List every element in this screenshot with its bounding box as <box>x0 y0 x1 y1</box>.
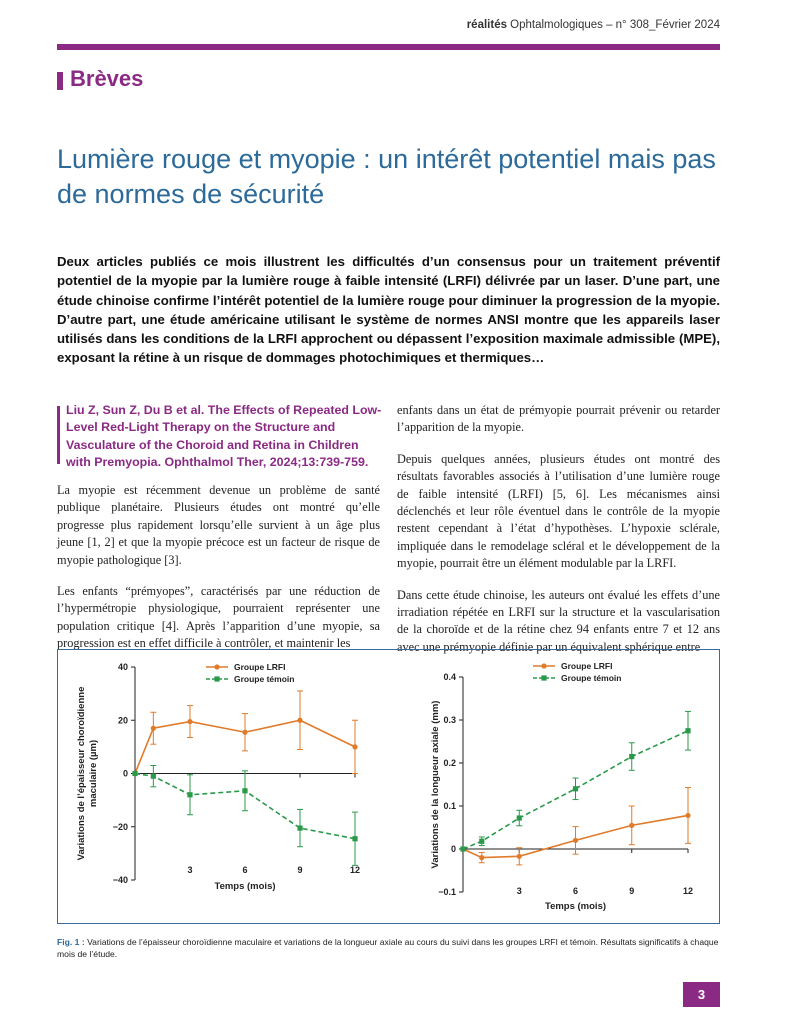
running-header <box>57 19 720 31</box>
data-point <box>460 846 465 851</box>
legend-marker <box>541 663 546 668</box>
y-tick-label: 0.3 <box>443 715 456 725</box>
x-tick-label: 9 <box>297 865 303 875</box>
y-tick-label: 0.4 <box>443 672 456 682</box>
paragraph: Depuis quelques années, plusieurs études ont montré des résultats favorables associés à l’utilisation d’une lumière rouge de faible intensité (LRFI) [5, 6]. Les mécanismes ainsi déclenchés et leur rôle éventuel dans le contrôle de la myopie restent cependant à l’état d’hypothèses. L’hypoxie sclérale, impliquée dans le remodelage scléral et le développement de la myopie, pourrait être un élément modulable par la LRFI. <box>397 451 720 571</box>
data-point <box>573 838 578 843</box>
legend-label: Groupe témoin <box>561 673 622 683</box>
data-point <box>132 771 137 776</box>
y-tick-label: 0.2 <box>443 758 456 768</box>
y-axis-label: Variations de la longueur axiale (mm) <box>430 700 441 869</box>
y-tick-label: 0.1 <box>443 801 456 811</box>
x-tick-label: 6 <box>242 865 248 875</box>
y-tick-label: −0.1 <box>438 887 456 897</box>
x-tick-label: 12 <box>682 886 694 896</box>
data-point <box>297 825 302 830</box>
reference-bar <box>57 406 60 464</box>
data-point <box>517 815 522 820</box>
header-rule <box>57 44 720 50</box>
figure-charts <box>58 650 718 922</box>
data-point <box>187 792 192 797</box>
left-column <box>57 482 380 667</box>
data-point <box>479 855 484 860</box>
paragraph: Les enfants “prémyopes”, caractérisés par une réduction de l’hypermétropie physiologique, pourraient représenter une population critique [4]. Après l’apparition d’une myopie, sa progression est en effet difficile à contrôler, et maintenir les <box>57 584 380 651</box>
legend-label: Groupe témoin <box>234 674 295 684</box>
data-point <box>685 728 690 733</box>
paragraph: Dans cette étude chinoise, les auteurs ont évalué les effets d’une irradiation répétée en LRFI sur la structure et la vascularisation de la choroïde et de la rétine chez 94 enfants entre 7 et 12 ans avec une prémyopie définie par un équivalent sphérique entre <box>397 587 720 654</box>
page-number: 3 <box>683 982 720 1007</box>
y-tick-label: −40 <box>112 875 128 885</box>
legend-label: Groupe LRFI <box>561 661 613 671</box>
data-point <box>352 836 357 841</box>
header-journal: Ophtalmologiques – n° 308_Février 2024 <box>506 19 720 31</box>
paragraph: La myopie est récemment devenue un problème de santé publique planétaire. Plusieurs études ont montré qu’elle progresse plus rapidement lorsqu’elle survient à un âge plus jeune [1, 2] et que la myopie précoce est un facteur de risque de myopie pathologique [3]. <box>57 483 380 567</box>
y-tick-label: 20 <box>117 715 128 726</box>
y-tick-label: 40 <box>117 662 128 672</box>
rubric-title: Brèves <box>70 66 144 91</box>
data-point <box>685 813 690 818</box>
data-point <box>242 730 247 735</box>
data-point <box>242 788 247 793</box>
figure-caption <box>57 936 720 960</box>
data-point <box>629 754 634 759</box>
reference-citation: Liu Z, Sun Z, Du B et al. The Effects of Repeated Low-Level Red-Light Therapy on the Structure and Vasculature of the Choroid and Retina in Children with Premyopia. Ophthalmol Ther, 2024;13:739-759. <box>66 403 382 470</box>
legend-marker <box>214 664 219 669</box>
article-title: Lumière rouge et myopie : un intérêt potentiel mais pas de normes de sécurité <box>57 144 716 209</box>
x-tick-label: 3 <box>516 886 522 896</box>
rubric-marker <box>57 72 63 90</box>
caption-text: Variations de l’épaisseur choroïdienne maculaire et variations de la longueur axiale au cours du suivi dans les groupes LRFI et témoin. Résultats significatifs à chaque mois de l’étude. <box>57 937 719 959</box>
data-point <box>187 719 192 724</box>
x-tick-label: 9 <box>629 886 635 896</box>
data-point <box>629 823 634 828</box>
lead-paragraph: Deux articles publiés ce mois illustrent les difficultés d’un consensus pour un traitement préventif potentiel de la myopie par la lumière rouge à faible intensité (LRFI) délivrée par un laser. D’une part, une étude chinoise confirme l’intérêt potentiel de la lumière rouge pour diminuer la progression de la myopie. D’autre part, une étude américaine utilisant le système de normes ANSI montre que les appareils laser utilisés dans les conditions de la LRFI approchent ou dépassent l’exposition maximale admissible (MPE), exposant la rétine à un risque de dommages photochimiques et thermiques… <box>57 254 720 366</box>
legend-label: Groupe LRFI <box>234 662 286 672</box>
y-axis-label: Variations de l’épaisseur choroïdiennemaculaire (µm) <box>76 686 99 861</box>
data-point <box>151 726 156 731</box>
figure-box <box>57 649 720 924</box>
header-brand: réalités <box>466 19 507 31</box>
data-point <box>517 854 522 859</box>
x-tick-label: 12 <box>349 865 361 875</box>
data-point <box>479 839 484 844</box>
data-point <box>151 774 156 779</box>
right-column <box>397 402 720 670</box>
data-point <box>352 744 357 749</box>
data-point <box>573 786 578 791</box>
x-axis-label: Temps (mois) <box>214 881 276 892</box>
y-tick-label: 0 <box>450 844 456 854</box>
data-point <box>297 718 302 723</box>
x-tick-label: 6 <box>572 886 579 896</box>
legend-marker <box>541 675 546 680</box>
caption-label: Fig. 1 : <box>57 937 85 947</box>
legend-marker <box>214 676 219 681</box>
y-tick-label: −20 <box>112 821 128 832</box>
y-tick-label: 0 <box>122 768 128 779</box>
x-axis-label: Temps (mois) <box>544 901 607 912</box>
paragraph: enfants dans un état de prémyopie pourrait prévenir ou retarder l’apparition de la myopie. <box>397 403 720 435</box>
x-tick-label: 3 <box>187 865 193 875</box>
